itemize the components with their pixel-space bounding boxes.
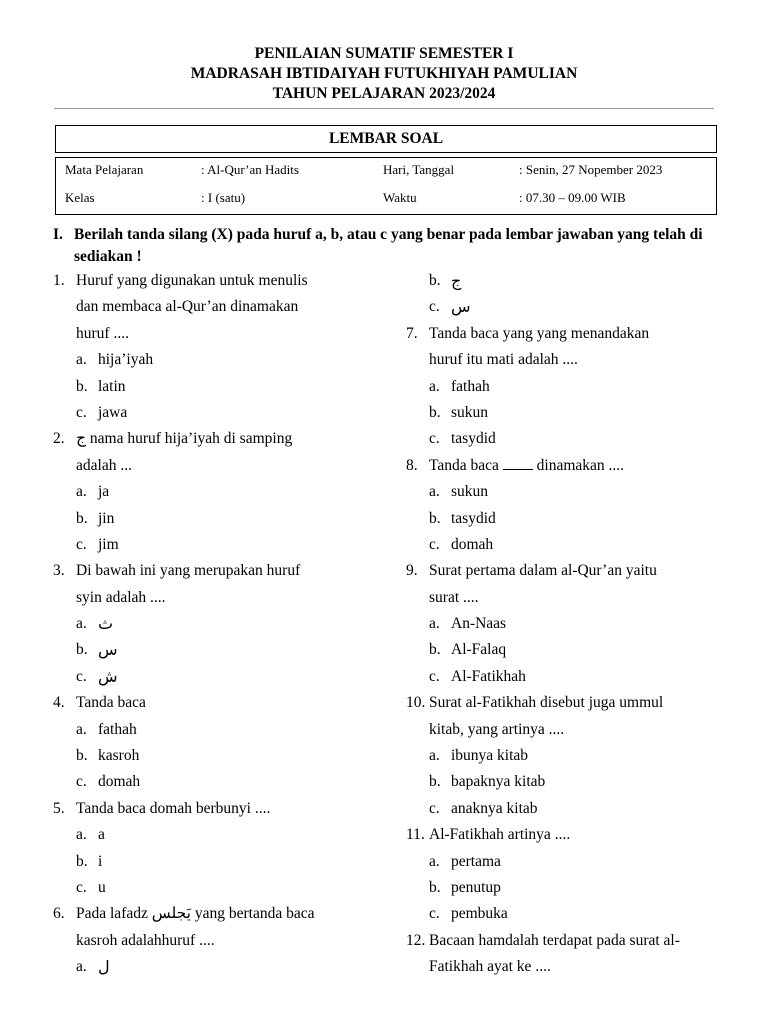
- option-label: c.: [76, 403, 87, 421]
- option-label: b.: [76, 509, 88, 527]
- answer-option: [406, 849, 736, 875]
- answer-option: [53, 743, 393, 769]
- option-label: a.: [76, 351, 87, 369]
- option-text: jim: [98, 535, 119, 553]
- option-text: tasydid: [451, 430, 496, 448]
- answer-option: [53, 637, 393, 663]
- question-line: [53, 426, 393, 452]
- option-label: a.: [76, 483, 87, 501]
- header-line-1: PENILAIAN SUMATIF SEMESTER I: [254, 45, 514, 62]
- question-text: ج nama huruf hija’iyah di samping: [76, 430, 293, 448]
- class-label: Kelas: [65, 190, 95, 205]
- subject-label: Mata Pelajaran: [65, 162, 144, 177]
- answer-option: [406, 611, 736, 637]
- diacritic-blank: [503, 457, 533, 470]
- question-text: huruf ....: [76, 324, 129, 342]
- day-label: Hari, Tanggal: [383, 162, 455, 177]
- option-text: Al-Fatikhah: [451, 667, 526, 685]
- instruction: [53, 224, 723, 268]
- question-text: Tanda baca yang yang menandakan: [429, 324, 650, 342]
- option-text: u: [98, 878, 106, 896]
- question-number: 7.: [406, 324, 418, 342]
- option-text: a: [98, 826, 105, 844]
- option-text: ja: [98, 483, 110, 501]
- question-text: surat ....: [429, 588, 479, 606]
- option-arabic-letter: ث: [98, 614, 114, 634]
- question-number: 2.: [53, 430, 65, 448]
- option-text: Al-Falaq: [451, 641, 507, 659]
- answer-option: [53, 479, 393, 505]
- option-label: a.: [429, 747, 440, 765]
- option-label: b.: [429, 641, 441, 659]
- question-number: 8.: [406, 456, 418, 474]
- option-text: fathah: [451, 377, 490, 395]
- option-label: b.: [429, 509, 441, 527]
- option-label: a.: [429, 852, 440, 870]
- question-continuation: [406, 717, 736, 743]
- exam-info-box: [55, 157, 717, 215]
- option-label: b.: [76, 641, 88, 659]
- option-label: c.: [76, 667, 87, 685]
- option-text: pertama: [451, 852, 501, 870]
- question-line: [53, 901, 393, 927]
- question-line: [53, 796, 393, 822]
- question-text: Tanda baca domah berbunyi ....: [76, 799, 271, 817]
- question-line: [53, 558, 393, 584]
- answer-option: [406, 637, 736, 663]
- question-text: syin adalah ....: [76, 588, 166, 606]
- questions-left-column: [53, 268, 393, 981]
- question-continuation: [53, 294, 393, 320]
- answer-option: [53, 954, 393, 980]
- answer-option: [53, 532, 393, 558]
- option-label: b.: [429, 403, 441, 421]
- question-text: Surat al-Fatikhah disebut juga ummul: [429, 694, 664, 712]
- option-label: c.: [76, 535, 87, 553]
- option-text: sukun: [451, 403, 489, 421]
- option-label: b.: [429, 773, 441, 791]
- question-text: Bacaan hamdalah terdapat pada surat al-: [429, 931, 680, 949]
- option-label: c.: [76, 878, 87, 896]
- day-value: : Senin, 27 Nopember 2023: [519, 162, 663, 177]
- answer-option: [53, 849, 393, 875]
- option-text: kasroh: [98, 747, 140, 765]
- subject-value: : Al-Qur’an Hadits: [201, 162, 299, 177]
- questions-right-column: [406, 268, 736, 981]
- option-text: fathah: [98, 720, 137, 738]
- option-text: An-Naas: [451, 615, 507, 633]
- question-continuation: [406, 347, 736, 373]
- question-text: Fatikhah ayat ke ....: [429, 958, 551, 976]
- question-number: 12.: [406, 931, 426, 949]
- option-text: penutup: [451, 878, 501, 896]
- question-text: kitab, yang artinya ....: [429, 720, 565, 738]
- answer-option: [53, 875, 393, 901]
- question-text: Tanda baca dinamakan ....: [429, 456, 625, 474]
- question-text: Al-Fatikhah artinya ....: [429, 826, 571, 844]
- option-text: bapaknya kitab: [451, 773, 546, 791]
- question-text: Di bawah ini yang merupakan huruf: [76, 562, 301, 580]
- question-continuation: [406, 954, 736, 980]
- answer-option: [406, 901, 736, 927]
- question-text: adalah ...: [76, 456, 132, 474]
- document-header: [0, 44, 768, 104]
- option-text: pembuka: [451, 905, 508, 923]
- question-text: dan membaca al-Qur’an dinamakan: [76, 298, 299, 316]
- option-label: a.: [429, 483, 440, 501]
- answer-option: [53, 822, 393, 848]
- answer-option: [53, 769, 393, 795]
- answer-option: [406, 664, 736, 690]
- question-text: Tanda baca: [76, 694, 146, 712]
- question-number: 4.: [53, 694, 65, 712]
- header-divider: [54, 108, 714, 109]
- option-text: domah: [451, 535, 494, 553]
- option-label: b.: [429, 878, 441, 896]
- answer-option: [406, 426, 736, 452]
- option-label: a.: [76, 958, 87, 976]
- answer-option: [53, 611, 393, 637]
- option-text: latin: [98, 377, 126, 395]
- answer-option: [406, 506, 736, 532]
- question-line: [406, 928, 736, 954]
- option-label: a.: [429, 615, 440, 633]
- answer-option: [406, 294, 736, 320]
- option-label: c.: [429, 905, 440, 923]
- answer-option: [53, 347, 393, 373]
- question-number: 3.: [53, 562, 65, 580]
- answer-option: [406, 479, 736, 505]
- question-continuation: [53, 453, 393, 479]
- option-text: domah: [98, 773, 141, 791]
- question-number: 1.: [53, 272, 65, 289]
- question-number: 9.: [406, 562, 418, 580]
- answer-option: [406, 374, 736, 400]
- option-label: a.: [76, 826, 87, 844]
- option-label: a.: [76, 720, 87, 738]
- option-arabic-letter: ج: [451, 271, 462, 290]
- option-arabic-letter: س: [98, 640, 118, 660]
- option-label: c.: [429, 535, 440, 553]
- answer-option: [406, 743, 736, 769]
- question-line: [53, 690, 393, 716]
- question-text: Surat pertama dalam al-Qur’an yaitu: [429, 562, 657, 580]
- option-label: c.: [429, 667, 440, 685]
- question-line: [406, 453, 736, 479]
- question-continuation: [53, 585, 393, 611]
- option-arabic-letter: ل: [98, 957, 110, 977]
- option-label: b.: [76, 852, 88, 870]
- option-text: ibunya kitab: [451, 747, 529, 765]
- answer-option: [406, 875, 736, 901]
- header-line-2: MADRASAH IBTIDAIYAH FUTUKHIYAH PAMULIAN: [190, 65, 578, 82]
- time-value: : 07.30 – 09.00 WIB: [519, 190, 626, 205]
- question-line: [406, 321, 736, 347]
- answer-option: [406, 769, 736, 795]
- question-number: 5.: [53, 799, 65, 817]
- option-label: a.: [429, 377, 440, 395]
- question-text: Huruf yang digunakan untuk menulis: [76, 272, 308, 289]
- option-arabic-letter: ش: [98, 666, 118, 686]
- option-label: a.: [76, 615, 87, 633]
- sheet-title: LEMBAR SOAL: [55, 125, 717, 153]
- question-line: [406, 822, 736, 848]
- option-label: b.: [76, 377, 88, 395]
- option-text: sukun: [451, 483, 489, 501]
- answer-option: [406, 400, 736, 426]
- class-value: : I (satu): [201, 190, 246, 205]
- answer-option: [406, 796, 736, 822]
- option-arabic-letter: س: [451, 297, 471, 317]
- question-number: 10.: [406, 694, 426, 712]
- instruction-number: I.: [53, 226, 63, 243]
- option-text: hija’iyah: [98, 351, 154, 369]
- question-number: 6.: [53, 905, 65, 923]
- question-continuation: [53, 321, 393, 347]
- option-label: c.: [429, 298, 440, 316]
- option-label: c.: [76, 773, 87, 791]
- answer-option: [53, 374, 393, 400]
- question-text: huruf itu mati adalah ....: [429, 351, 578, 369]
- option-text: jin: [98, 509, 115, 527]
- question-line: [406, 690, 736, 716]
- option-text: anaknya kitab: [451, 799, 538, 817]
- instruction-text: Berilah tanda silang (X) pada huruf a, b, atau c yang benar pada lembar jawaban yang telah di sediakan !: [74, 226, 703, 265]
- question-line: [406, 558, 736, 584]
- answer-option: [53, 664, 393, 690]
- option-text: tasydid: [451, 509, 496, 527]
- question-text: kasroh adalahhuruf ....: [76, 931, 215, 949]
- header-line-3: TAHUN PELAJARAN 2023/2024: [272, 85, 496, 102]
- option-text: i: [98, 852, 103, 870]
- answer-option: [406, 532, 736, 558]
- answer-option: [406, 268, 736, 294]
- question-continuation: [406, 585, 736, 611]
- option-label: b.: [429, 272, 441, 289]
- question-number: 11.: [406, 826, 425, 844]
- option-label: b.: [76, 747, 88, 765]
- option-label: c.: [429, 799, 440, 817]
- answer-option: [53, 717, 393, 743]
- answer-option: [53, 400, 393, 426]
- option-label: c.: [429, 430, 440, 448]
- option-text: jawa: [98, 403, 128, 421]
- answer-option: [53, 506, 393, 532]
- question-text: Pada lafadz يَجلس yang bertanda baca: [76, 905, 315, 923]
- question-line: [53, 268, 393, 294]
- question-continuation: [53, 928, 393, 954]
- time-label: Waktu: [383, 190, 417, 205]
